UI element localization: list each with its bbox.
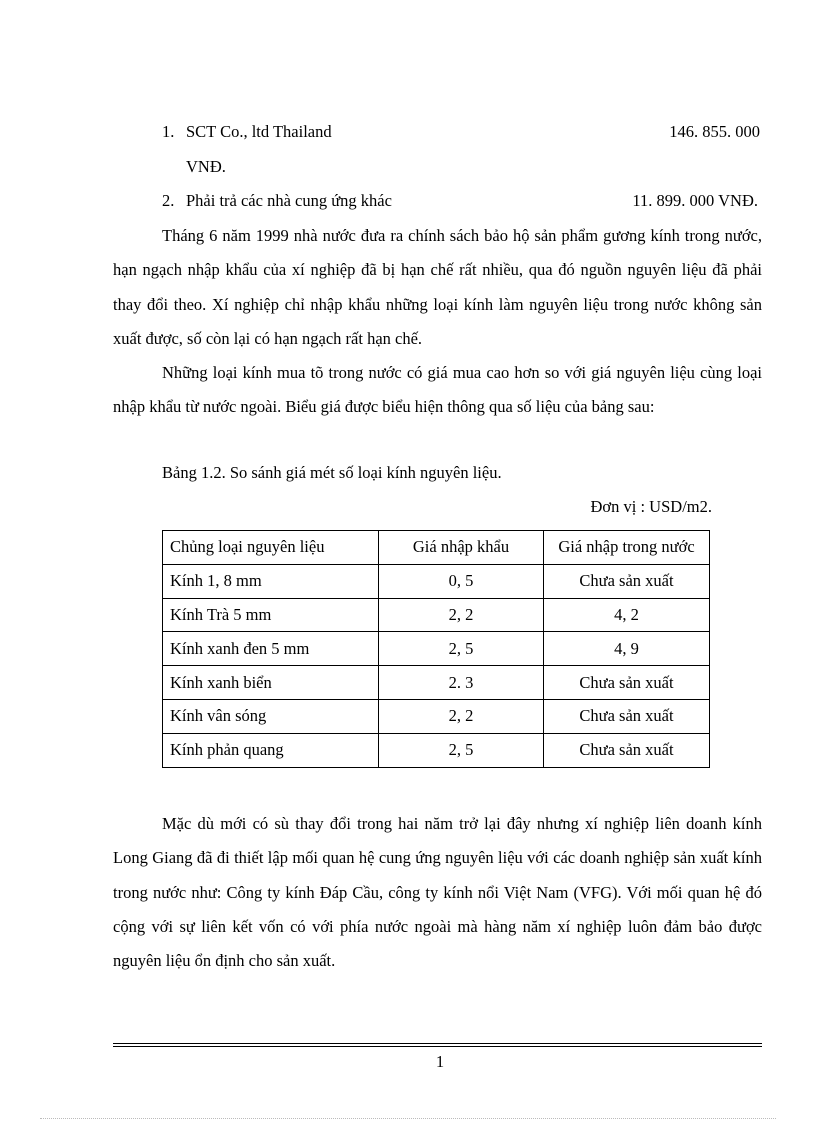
domestic-price-cell: Chưa sản xuất xyxy=(544,666,710,700)
domestic-price-cell: 4, 9 xyxy=(544,632,710,666)
import-price-cell: 2, 2 xyxy=(379,699,544,733)
paragraph-2-text: Những loại kính mua tõ trong nước có giá mua cao hơn so với giá nguyên liệu cùng loại nhập khẩu từ nước ngoài. Biểu giá được biểu hiện thông qua số liệu của bảng sau: xyxy=(113,363,762,417)
material-cell: Kính vân sóng xyxy=(163,699,379,733)
domestic-price-cell: 4, 2 xyxy=(544,598,710,632)
domestic-price-cell: Chưa sản xuất xyxy=(544,699,710,733)
import-price-cell: 2. 3 xyxy=(379,666,544,700)
paragraph-1 xyxy=(113,219,762,356)
payable-amount-1-unit: VNĐ. xyxy=(186,157,226,176)
footer-rule-top xyxy=(113,1043,762,1044)
table-row xyxy=(163,632,710,666)
domestic-price-cell: Chưa sản xuất xyxy=(544,564,710,598)
material-cell: Kính Trà 5 mm xyxy=(163,598,379,632)
material-cell: Kính xanh đen 5 mm xyxy=(163,632,379,666)
material-cell: Kính xanh biển xyxy=(163,666,379,700)
header-material-type: Chủng loại nguyên liệu xyxy=(163,531,379,565)
payable-name-2: Phải trả các nhà cung ứng khác xyxy=(186,191,392,210)
payable-name-1: SCT Co., ltd Thailand xyxy=(186,122,332,141)
page-edge-divider xyxy=(40,1118,776,1119)
import-price-cell: 2, 2 xyxy=(379,598,544,632)
payable-amount-1: 146. 855. 000 xyxy=(669,122,760,141)
unit-note: Đơn vị : USD/m2. xyxy=(590,497,712,516)
paragraph-3 xyxy=(113,807,762,978)
price-comparison-table xyxy=(162,530,710,768)
table-caption: Bảng 1.2. So sánh giá mét số loại kính nguyên liệu. xyxy=(162,463,502,482)
table-row xyxy=(163,733,710,767)
table-header-row xyxy=(163,531,710,565)
material-cell: Kính 1, 8 mm xyxy=(163,564,379,598)
import-price-cell: 2, 5 xyxy=(379,632,544,666)
paragraph-3-text: Mặc dù mới có sù thay đổi trong hai năm trở lại đây nhưng xí nghiệp liên doanh kính Long Giang đã đi thiết lập mối quan hệ cung ứng nguyên liệu với các doanh nghiệp sản xuất kính trong nước như: Công ty kính Đáp Cầu, công ty kính nổi Việt Nam (VFG). Với mối quan hệ đó cộng với sự liên kết vốn có với phía nước ngoài mà hàng năm xí nghiệp luôn đảm bảo được nguyên liệu ổn định cho sản xuất. xyxy=(113,814,762,971)
footer-rule-bottom xyxy=(113,1046,762,1047)
table-row xyxy=(163,699,710,733)
page-number: 1 xyxy=(435,1052,445,1071)
table-row xyxy=(163,598,710,632)
material-cell: Kính phản quang xyxy=(163,733,379,767)
payable-amount-2: 11. 899. 000 VNĐ. xyxy=(632,191,758,210)
import-price-cell: 0, 5 xyxy=(379,564,544,598)
header-import-price: Giá nhập khẩu xyxy=(379,531,544,565)
paragraph-1-text: Tháng 6 năm 1999 nhà nước đưa ra chính sách bảo hộ sản phẩm gương kính trong nước, hạn ngạch nhập khẩu của xí nghiệp đã bị hạn chế rất nhiều, qua đó nguồn nguyên liệu đã phải thay đổi theo. Xí nghiệp chỉ nhập khẩu những loại kính làm nguyên liệu trong nước không sản xuất được, số còn lại có hạn ngạch rất hạn chế. xyxy=(113,226,762,348)
paragraph-2 xyxy=(113,356,762,425)
table-row xyxy=(163,564,710,598)
import-price-cell: 2, 5 xyxy=(379,733,544,767)
table-row xyxy=(163,666,710,700)
list-number-2: 2. xyxy=(162,191,175,210)
list-number-1: 1. xyxy=(162,122,175,141)
domestic-price-cell: Chưa sản xuất xyxy=(544,733,710,767)
header-domestic-price: Giá nhập trong nước xyxy=(544,531,710,565)
